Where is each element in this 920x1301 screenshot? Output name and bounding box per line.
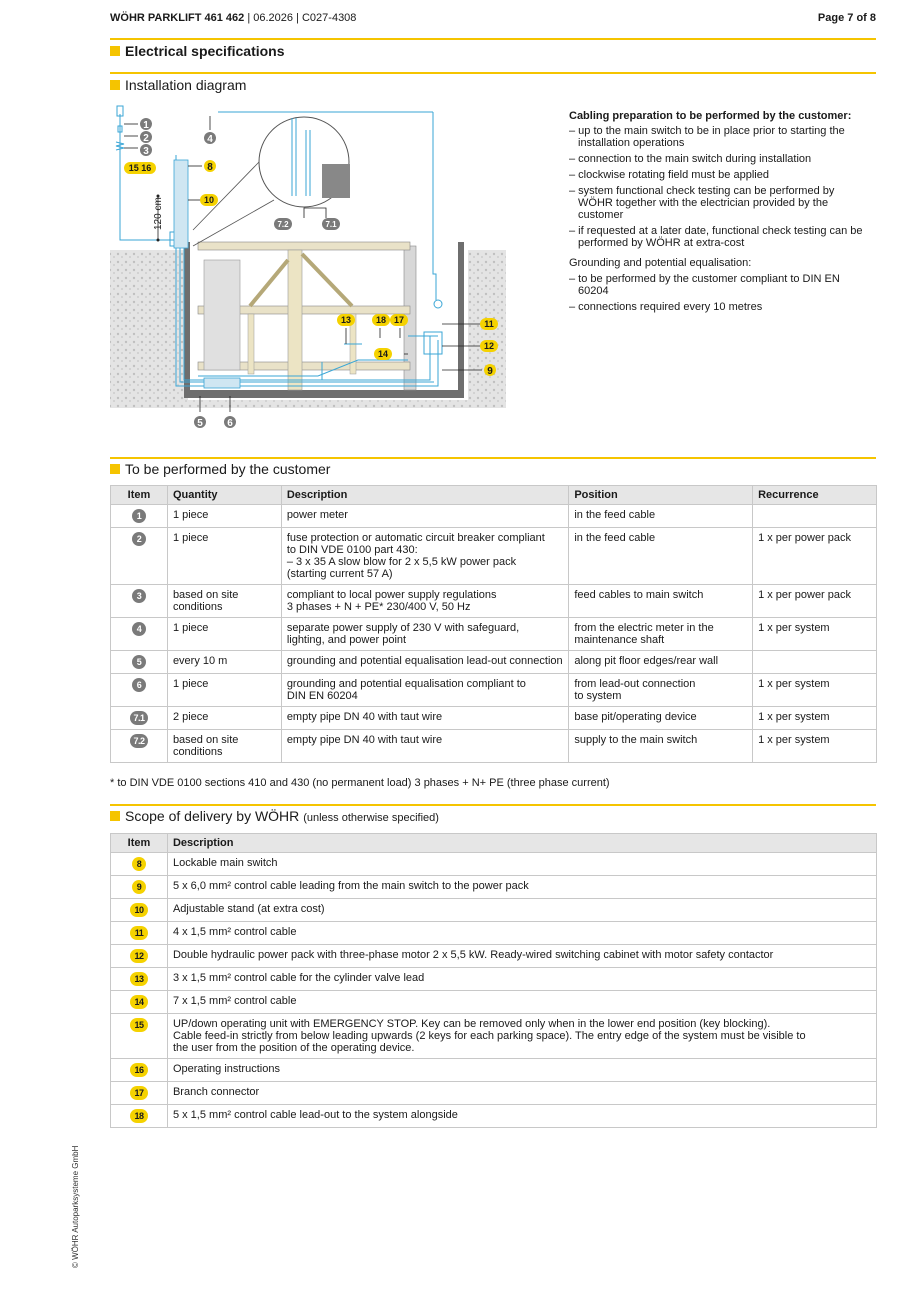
- table-row: [111, 945, 877, 968]
- diagram-label: 8: [207, 162, 213, 173]
- installation-diagram: [108, 100, 508, 435]
- delivery-table: [110, 833, 877, 1128]
- table-row: [111, 1059, 877, 1082]
- page-number: Page 7 of 8: [817, 12, 876, 24]
- cell-description: grounding and potential equalisation compliant to DIN EN 60204: [281, 674, 569, 707]
- cell-recurrence: 1 x per power pack: [753, 585, 877, 618]
- col-header-description: Description: [167, 834, 876, 853]
- cell-description: fuse protection or automatic circuit breaker compliant to DIN VDE 0100 part 430: – 3 x 35 A slow blow for 2 x 5,5 kW power pack (starting current 57 A): [281, 528, 569, 585]
- cell-description: separate power supply of 230 V with safeguard, lighting, and power point: [281, 618, 569, 651]
- table-row: [111, 651, 877, 674]
- diagram-label: 9: [487, 366, 493, 377]
- cabling-item: – if requested at a later date, functional check testing can be performed by WÖHR at extra-cost: [569, 225, 863, 249]
- item-badge: 10: [130, 903, 148, 917]
- col-header-position: Position: [569, 486, 753, 505]
- customer-table: [110, 485, 877, 763]
- cabling-item: – up to the main switch to be in place prior to starting the installation operations: [569, 125, 845, 149]
- table-row: [111, 853, 877, 876]
- divider: [110, 72, 876, 74]
- table-row: [111, 585, 877, 618]
- cell-quantity: 1 piece: [167, 528, 281, 585]
- item-badge: 9: [132, 880, 146, 894]
- cell-position: in the feed cable: [569, 505, 753, 528]
- cell-position: base pit/operating device: [569, 707, 753, 730]
- diagram-label: 13: [340, 315, 352, 325]
- cell-description: 5 x 6,0 mm² control cable leading from the main switch to the power pack: [167, 876, 876, 899]
- diagram-label: 10: [203, 195, 215, 205]
- table-row: [111, 1105, 877, 1128]
- cell-position: along pit floor edges/rear wall: [569, 651, 753, 674]
- cell-position: feed cables to main switch: [569, 585, 753, 618]
- cell-description: 7 x 1,5 mm² control cable: [167, 991, 876, 1014]
- item-badge: 4: [132, 622, 146, 636]
- cell-description: 3 x 1,5 mm² control cable for the cylinder valve lead: [167, 968, 876, 991]
- item-badge: 18: [130, 1109, 148, 1123]
- diagram-label: 15 16: [128, 163, 152, 173]
- diagram-label: 7.2: [277, 220, 289, 229]
- cell-description: UP/down operating unit with EMERGENCY STOP. Key can be removed only when in the lower end position (key blocking). Cable feed-in strictly from below leading upwards (2 keys for each parking space). The entry edge of the system must be visible to the user from the position of the operating device.: [167, 1014, 876, 1059]
- col-header-item: Item: [111, 486, 168, 505]
- header-product: WÖHR PARKLIFT 461 462 | 06.2026 | C027-4308: [110, 12, 357, 24]
- item-badge: 16: [130, 1063, 148, 1077]
- cell-quantity: 1 piece: [167, 674, 281, 707]
- cell-position: from the electric meter in the maintenance shaft: [569, 618, 753, 651]
- cell-description: 4 x 1,5 mm² control cable: [167, 922, 876, 945]
- section-electrical: Electrical specifications: [110, 43, 285, 59]
- item-badge: 3: [132, 589, 146, 603]
- item-badge: 7.2: [130, 734, 148, 748]
- item-badge: 14: [130, 995, 148, 1009]
- section-delivery: Scope of delivery by WÖHR (unless otherwise specified): [110, 808, 439, 824]
- item-badge: 8: [132, 857, 146, 871]
- cell-description: empty pipe DN 40 with taut wire: [281, 707, 569, 730]
- table-row: [111, 876, 877, 899]
- item-badge: 2: [132, 532, 146, 546]
- table-row: [111, 899, 877, 922]
- diagram-label: 18: [375, 315, 387, 325]
- table-row: [111, 618, 877, 651]
- diagram-label: 11: [484, 319, 494, 329]
- customer-footnote: * to DIN VDE 0100 sections 410 and 430 (no permanent load) 3 phases + N+ PE (three phase current): [110, 777, 610, 789]
- cell-position: from lead-out connection to system: [569, 674, 753, 707]
- cell-position: in the feed cable: [569, 528, 753, 585]
- cell-description: Adjustable stand (at extra cost): [167, 899, 876, 922]
- item-badge: 7.1: [130, 711, 148, 725]
- cabling-item: – system functional check testing can be performed by WÖHR together with the electrician provided by the customer: [569, 185, 835, 221]
- cell-description: 5 x 1,5 mm² control cable lead-out to the system alongside: [167, 1105, 876, 1128]
- item-badge: 6: [132, 678, 146, 692]
- grounding-item: – connections required every 10 metres: [569, 301, 763, 313]
- table-row: [111, 922, 877, 945]
- cell-quantity: every 10 m: [167, 651, 281, 674]
- cell-quantity: 1 piece: [167, 618, 281, 651]
- section-customer: To be performed by the customer: [110, 461, 330, 477]
- divider: [110, 38, 876, 40]
- table-row: [111, 1014, 877, 1059]
- table-header-row: [111, 486, 877, 505]
- cell-quantity: based on site conditions: [167, 585, 281, 618]
- table-row: [111, 674, 877, 707]
- cell-recurrence: 1 x per system: [753, 674, 877, 707]
- diagram-label: 1: [143, 120, 149, 131]
- section-installation: Installation diagram: [110, 77, 246, 93]
- item-badge: 15: [130, 1018, 148, 1032]
- copyright-notice: © WÖHR Autoparksysteme GmbH: [71, 1145, 80, 1268]
- cell-position: supply to the main switch: [569, 730, 753, 763]
- cell-recurrence: 1 x per system: [753, 618, 877, 651]
- col-header-description: Description: [281, 486, 569, 505]
- table-row: [111, 1082, 877, 1105]
- diagram-label: 17: [393, 315, 405, 325]
- table-row: [111, 528, 877, 585]
- page-header: [110, 12, 876, 28]
- grounding-item: – to be performed by the customer compliant to DIN EN 60204: [569, 273, 840, 297]
- cabling-item: – clockwise rotating field must be applied: [569, 169, 769, 181]
- divider: [110, 804, 876, 806]
- table-row: [111, 991, 877, 1014]
- col-header-recurrence: Recurrence: [753, 486, 877, 505]
- item-badge: 1: [132, 509, 146, 523]
- cell-description: Double hydraulic power pack with three-phase motor 2 x 5,5 kW. Ready-wired switching cabinet with motor safety contactor: [167, 945, 876, 968]
- diagram-label: 4: [207, 134, 213, 145]
- col-header-quantity: Quantity: [167, 486, 281, 505]
- table-row: [111, 730, 877, 763]
- cell-description: compliant to local power supply regulations 3 phases + N + PE* 230/400 V, 50 Hz: [281, 585, 569, 618]
- cell-description: empty pipe DN 40 with taut wire: [281, 730, 569, 763]
- col-header-item: Item: [111, 834, 168, 853]
- cell-description: Branch connector: [167, 1082, 876, 1105]
- diagram-label: 7.1: [325, 220, 337, 229]
- cell-description: power meter: [281, 505, 569, 528]
- cell-recurrence: [753, 651, 877, 674]
- cell-description: grounding and potential equalisation lead-out connection: [281, 651, 569, 674]
- cell-recurrence: 1 x per power pack: [753, 528, 877, 585]
- item-badge: 11: [130, 926, 148, 940]
- diagram-label: 2: [143, 133, 149, 144]
- diagram-dimension: 120 cm: [153, 197, 164, 230]
- cell-description: Operating instructions: [167, 1059, 876, 1082]
- cell-recurrence: [753, 505, 877, 528]
- cell-recurrence: 1 x per system: [753, 730, 877, 763]
- table-row: [111, 707, 877, 730]
- cell-recurrence: 1 x per system: [753, 707, 877, 730]
- diagram-label: 5: [197, 418, 203, 429]
- cell-description: Lockable main switch: [167, 853, 876, 876]
- item-badge: 17: [130, 1086, 148, 1100]
- table-row: [111, 968, 877, 991]
- diagram-label: 6: [227, 418, 233, 429]
- item-badge: 12: [130, 949, 148, 963]
- cell-quantity: based on site conditions: [167, 730, 281, 763]
- table-row: [111, 505, 877, 528]
- grounding-title: Grounding and potential equalisation:: [569, 257, 752, 269]
- cell-quantity: 1 piece: [167, 505, 281, 528]
- table-header-row: [111, 834, 877, 853]
- item-badge: 13: [130, 972, 148, 986]
- diagram-label: 12: [483, 341, 495, 351]
- divider: [110, 457, 876, 459]
- item-badge: 5: [132, 655, 146, 669]
- cabling-notes: [569, 110, 869, 317]
- cabling-title: Cabling preparation to be performed by the customer:: [569, 110, 852, 122]
- cell-quantity: 2 piece: [167, 707, 281, 730]
- cabling-item: – connection to the main switch during installation: [569, 153, 812, 165]
- diagram-label: 14: [377, 349, 389, 359]
- diagram-label: 3: [143, 146, 149, 157]
